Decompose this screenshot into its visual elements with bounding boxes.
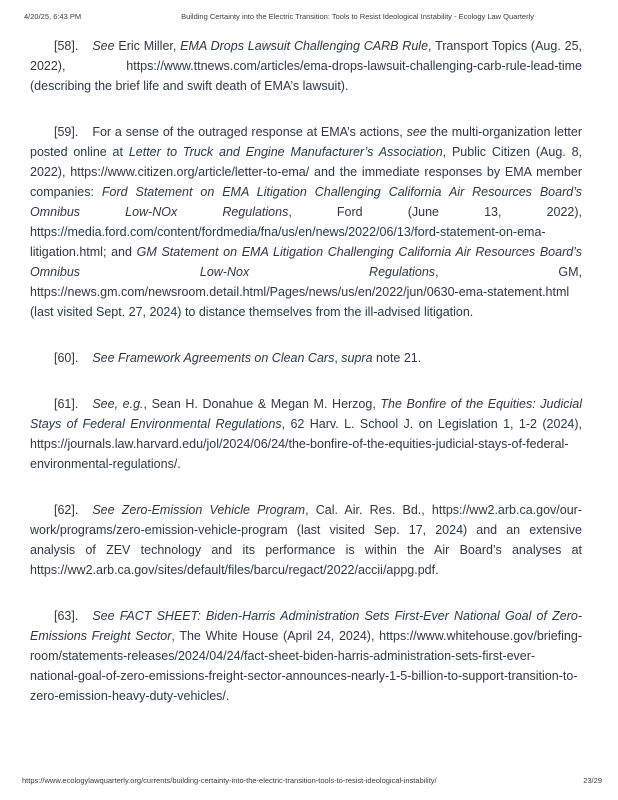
footnote-text: Eric Miller, [114, 39, 181, 53]
footnote-text-italic: See, e.g. [92, 397, 144, 411]
footnotes-section [30, 36, 582, 706]
footnote-text: For a sense of the outraged response at EMA’s actions, [92, 125, 407, 139]
footnote-text-italic: GM Statement on EMA Litigation Challenging California Air Resources Board’s Omnibus Low-Nox Regulations [30, 245, 582, 279]
footnote-text: , The White House (April 24, 2024), https://www.whitehouse.gov/briefing-room/statements-releases/2024/04/24/fact-sheet-biden-harris-administration-sets-first-ever-national-goal-of-zero-emissions-freight-sector-announces-nearly-1-5-billion-to-support-transition-to-zero-emission-heavy-duty-vehicles/. [30, 629, 582, 703]
footnote-text-italic: The Bonfire of the Equities: Judicial Stays of Federal Environmental Regulations [30, 397, 582, 431]
print-page-number: 23/29 [583, 776, 602, 785]
footnote-number: [59]. [54, 125, 79, 139]
footnote-number: [60]. [54, 351, 79, 365]
print-datetime: 4/20/25, 6:43 PM [24, 12, 82, 21]
footnote-paragraph [30, 394, 582, 474]
footnote-text: , Transport Topics (Aug. 25, 2022), https://www.ttnews.com/articles/ema-drops-lawsuit-challenging-carb-rule-lead-time (describing the brief life and swift death of EMA’s lawsuit). [30, 39, 582, 93]
footnote-text: , Ford (June 13, 2022), https://media.ford.com/content/fordmedia/fna/us/en/news/2022/06/13/ford-statement-on-ema-litigation.html; and [30, 205, 583, 259]
footnote-text-italic: Ford Statement on EMA Litigation Challenging California Air Resources Board’s Omnibus Low-NOx Regulations [30, 185, 582, 219]
footnote-text: , Sean H. Donahue & Megan M. Herzog, [143, 397, 381, 411]
footnote-paragraph [30, 122, 582, 322]
footnote-paragraph [30, 606, 582, 706]
footnote-number: [58]. [54, 39, 79, 53]
footnote-text-italic: see [406, 125, 427, 139]
footnote-text-italic: See FACT SHEET: Biden-Harris Administration Sets First-Ever National Goal of Zero-Emissions Freight Sector [30, 609, 582, 643]
footnote-text: , GM, https://news.gm.com/newsroom.detail.html/Pages/news/us/en/2022/jun/0630-ema-statement.html (last visited Sept. 27, 2024) to distance themselves from the ill-advised litigation. [30, 265, 582, 319]
footnote-text-italic: EMA Drops Lawsuit Challenging CARB Rule [180, 39, 429, 53]
footnote-text-italic: See [92, 39, 115, 53]
footnote-number: [61]. [54, 397, 79, 411]
footnote-text-italic: See Framework Agreements on Clean Cars [92, 351, 335, 365]
footnote-number: [63]. [54, 609, 79, 623]
footnote-paragraph [30, 348, 582, 368]
footnote-paragraph [30, 36, 582, 96]
footnote-text: note 21. [372, 351, 422, 365]
footnote-text-italic: See Zero-Emission Vehicle Program [92, 503, 306, 517]
footnote-text: , Public Citizen (Aug. 8, 2022), https://www.citizen.org/article/letter-to-ema/ and the immediate responses by EMA member companies: [30, 145, 582, 199]
footnote-text-italic: Letter to Truck and Engine Manufacturer’s Association [128, 145, 443, 159]
footnote-paragraph [30, 500, 582, 580]
footnote-text: the multi-organization letter posted online at [30, 125, 583, 159]
print-title: Building Certainty into the Electric Transition: Tools to Resist Ideological Instability - Ecology Law Quarterly [181, 12, 535, 21]
print-source-url: https://www.ecologylawquarterly.org/currents/building-certainty-into-the-electric-transition-tools-to-resist-ideological-instability/ [22, 776, 437, 785]
footnote-text: , [334, 351, 342, 365]
footnote-text-italic: supra [341, 351, 373, 365]
footnote-text: , Cal. Air. Res. Bd., https://ww2.arb.ca.gov/our-work/programs/zero-emission-vehicle-program (last visited Sep. 17, 2024) and an extensive analysis of ZEV technology and its performance is within the Air Board’s analyses at https://ww2.arb.ca.gov/sites/default/files/barcu/regact/2022/accii/appg.pdf. [30, 503, 582, 577]
print-footer [22, 776, 602, 786]
footnote-number: [62]. [54, 503, 79, 517]
footnote-text: , 62 Harv. L. School J. on Legislation 1, 1-2 (2024), https://journals.law.harvard.edu/jol/2024/06/24/the-bonfire-of-the-equities-judicial-stays-of-federal-environmental-regulations/. [30, 417, 582, 471]
print-header [24, 12, 594, 22]
